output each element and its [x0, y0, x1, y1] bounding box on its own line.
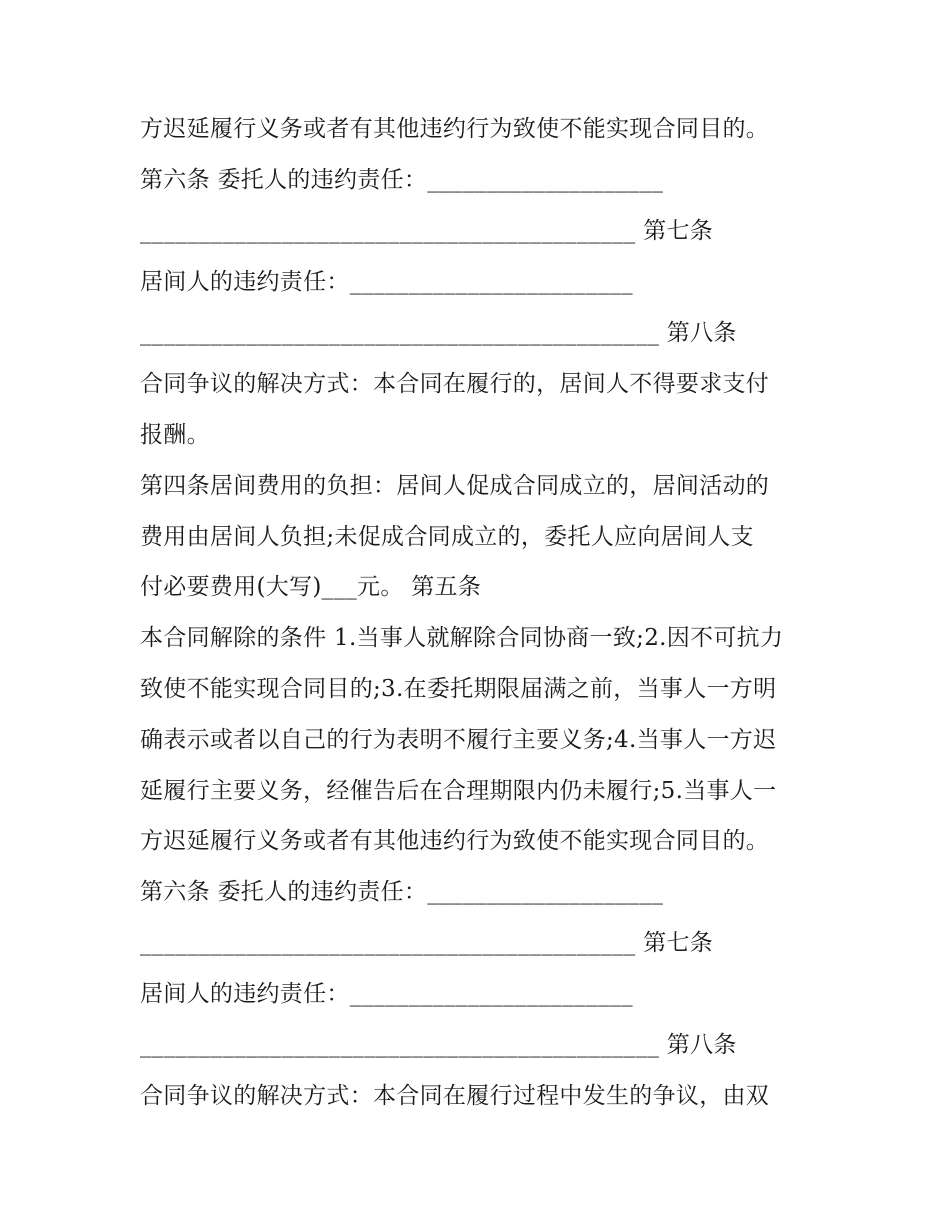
- text-line: __________________________________________ 第七条: [140, 218, 714, 244]
- text-line: 第四条居间费用的负担：居间人促成合同成立的，居间活动的: [140, 473, 770, 499]
- text-line: 合同争议的解决方式：本合同在履行的，居间人不得要求支付: [140, 371, 770, 397]
- text-line: ____________________________________________ 第八条: [140, 1032, 737, 1058]
- text-line: 确表示或者以自己的行为表明不履行主要义务;4.当事人一方迟: [140, 727, 777, 753]
- text-line: 延履行主要义务，经催告后在合理期限内仍未履行;5.当事人一: [140, 778, 777, 804]
- text-line: 居间人的违约责任：________________________: [140, 269, 633, 295]
- text-line: 居间人的违约责任：________________________: [140, 981, 633, 1007]
- text-line: ____________________________________________ 第八条: [140, 320, 737, 346]
- text-line: 方迟延履行义务或者有其他违约行为致使不能实现合同目的。: [140, 828, 770, 854]
- text-line: 付必要费用(大写)___元。 第五条: [140, 574, 482, 600]
- text-line: 第六条 委托人的违约责任：____________________: [140, 167, 664, 193]
- text-line: 致使不能实现合同目的;3.在委托期限届满之前，当事人一方明: [140, 676, 777, 702]
- text-line: 第六条 委托人的违约责任：____________________: [140, 879, 664, 905]
- text-line: 报酬。: [140, 422, 210, 448]
- text-line: 费用由居间人负担;未促成合同成立的，委托人应向居间人支: [140, 524, 754, 550]
- text-line: 方迟延履行义务或者有其他违约行为致使不能实现合同目的。: [140, 116, 770, 142]
- text-line: __________________________________________ 第七条: [140, 930, 714, 956]
- text-line: 本合同解除的条件 1.当事人就解除合同协商一致;2.因不可抗力: [140, 625, 784, 651]
- text-line: 合同争议的解决方式：本合同在履行过程中发生的争议，由双: [140, 1083, 770, 1109]
